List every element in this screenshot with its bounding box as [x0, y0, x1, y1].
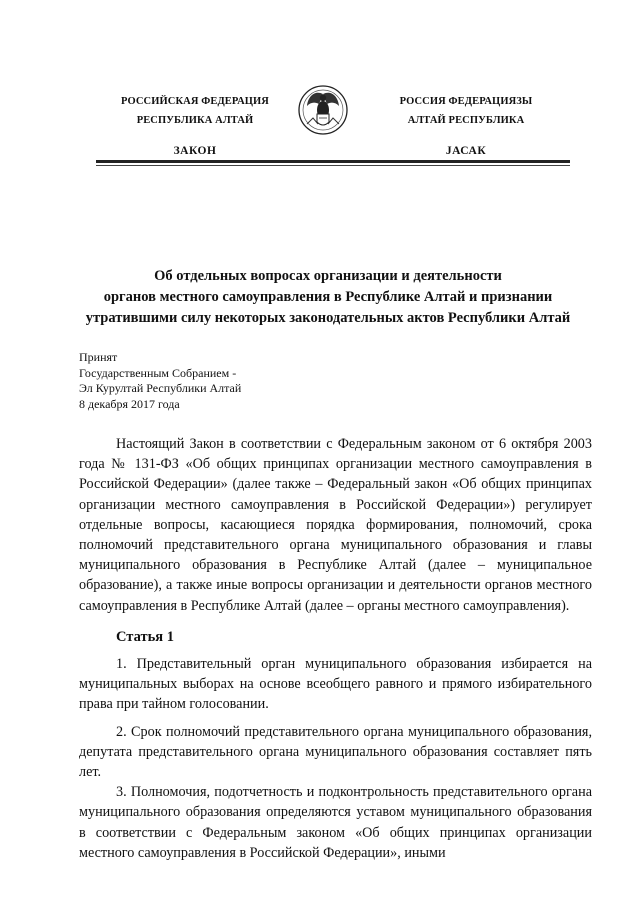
header-left-republic: РЕСПУБЛИКА АЛТАЙ	[136, 115, 254, 126]
article-paragraph: 1. Представительный орган муниципального образования избирается на муниципальных выборах на основе всеобщего равного и прямого избирательного права при тайном голосовании.	[79, 656, 592, 713]
law-body	[79, 434, 592, 863]
header-divider-thick	[96, 160, 570, 163]
adoption-line: Государственным Собранием -	[79, 365, 237, 380]
adoption-line: Принят	[79, 350, 118, 364]
adoption-note	[79, 350, 241, 412]
header-right-republic: АЛТАЙ РЕСПУБЛИКА	[407, 115, 525, 126]
header-left-doc-type: ЗАКОН	[173, 145, 217, 157]
law-title-line: утратившими силу некоторых законодательных актов Республики Алтай	[85, 310, 571, 326]
article-heading: Статья 1	[116, 628, 174, 645]
law-title	[60, 266, 596, 329]
header-right-country: РОССИЯ ФЕДЕРАЦИЯЗЫ	[399, 96, 533, 107]
adoption-line: Эл Курултай Республики Алтай	[79, 381, 242, 395]
header-right-doc-type: JАСАК	[445, 145, 487, 157]
law-title-line: Об отдельных вопросах организации и деятельности	[154, 268, 502, 284]
coat-of-arms-icon	[297, 80, 349, 140]
header-divider-thin	[96, 165, 570, 166]
law-title-line: органов местного самоуправления в Республике Алтай и признании	[103, 289, 553, 305]
header-left-country: РОССИЙСКАЯ ФЕДЕРАЦИЯ	[121, 96, 269, 107]
preamble-paragraph: Настоящий Закон в соответствии с Федеральным законом от 6 октября 2003 года № 131-ФЗ «Об общих принципах организации местного самоуправления в Российской Федерации» (далее также – Федеральный закон «Об общих принципах организации местного самоуправления в Российской Федерации») регулирует отдельные вопросы, касающиеся порядка формирования, полномочий, срока полномочий представительного органа муниципального образования и главы муниципального образования в Республике Алтай (далее – муниципальное образование), а также иные вопросы организации и деятельности органов местного самоуправления в Республике Алтай (далее – органы местного самоуправления).	[79, 436, 592, 614]
adoption-date: 8 декабря 2017 года	[79, 396, 180, 411]
article-paragraph: 3. Полномочия, подотчетность и подконтрольность представительного органа муниципального образования определяются уставом муниципального образования в соответствии с Федеральным законом «Об общих принципах организации местного самоуправления в Российской Федерации», иными	[79, 784, 592, 861]
article-paragraph: 2. Срок полномочий представительного органа муниципального образования, депутата представительного органа муниципального образования составляет пять лет.	[79, 723, 592, 781]
header-left	[95, 92, 295, 161]
header-right	[366, 92, 566, 161]
